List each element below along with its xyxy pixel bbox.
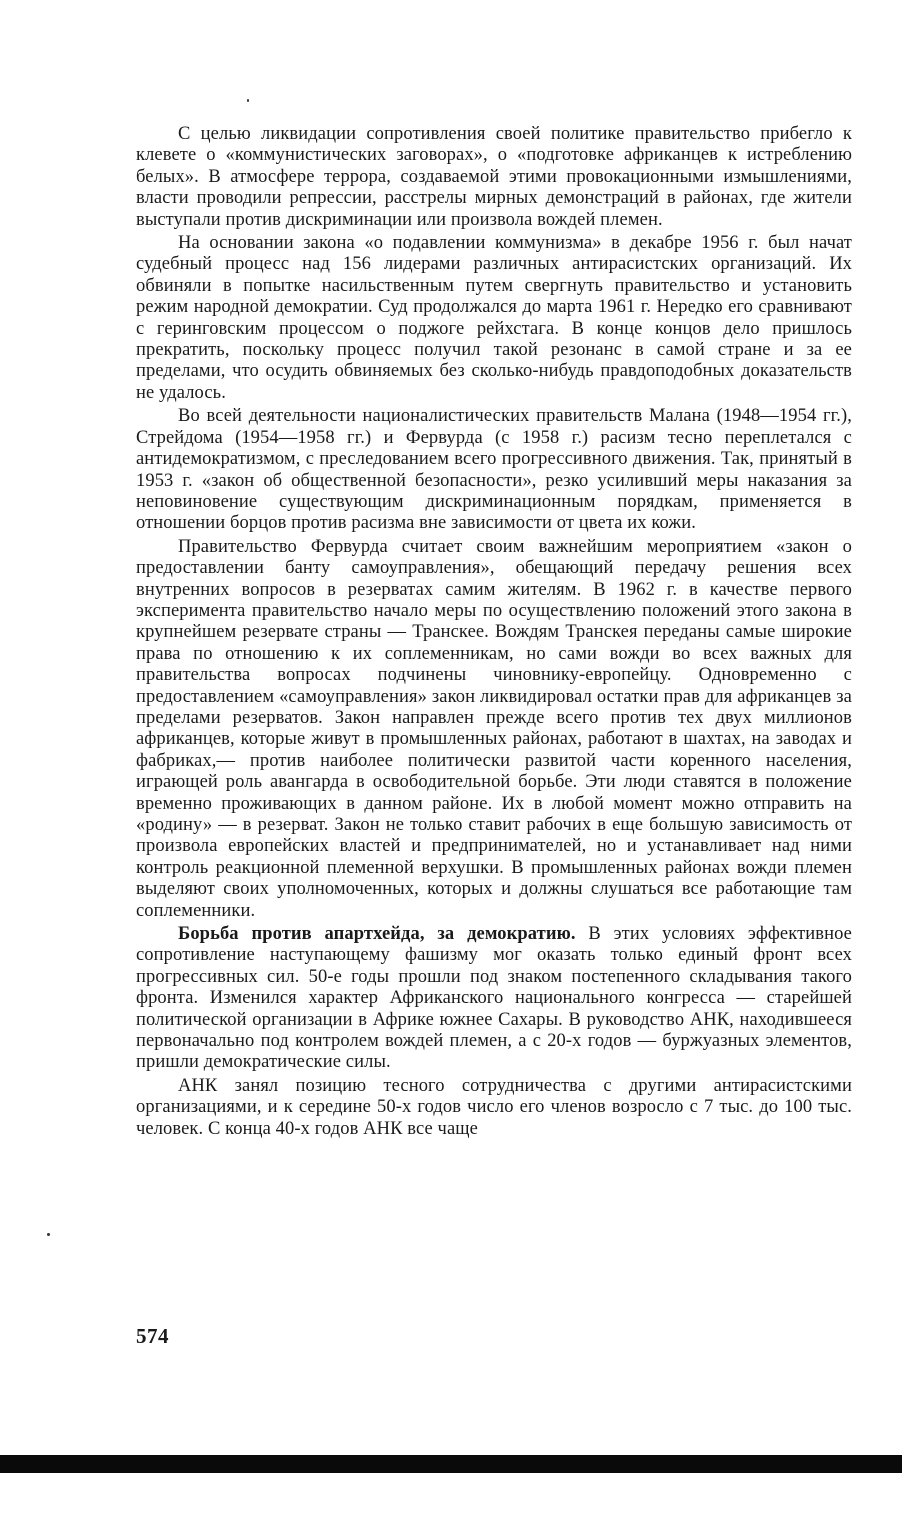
paragraph-4 — [136, 537, 852, 922]
paragraph-6-text: АНК занял позицию тесного сотрудничества с другими антирасистскими организациями, и к середине 50-х годов число его членов возросло с 7 тыс. до 100 тыс. человек. С конца 40-х годов АНК все чаще — [136, 1075, 852, 1139]
paragraph-2 — [136, 233, 852, 404]
page-body — [136, 124, 852, 1140]
paragraph-1 — [136, 124, 852, 231]
paragraph-3 — [136, 406, 852, 534]
section-heading-inline: Борьба против апартхейда, за демократию. — [178, 924, 576, 945]
paragraph-5-text: В этих условиях эффективное сопротивление наступающему фашизму мог оказать только единый фронт всех прогрессивных сил. 50-е годы прошли под знаком постепенного складывания такого фронта. Изменился характер Африканского национального конгресса — старейшей политической организации в Африке южнее Сахары. В руководство АНК, находившееся первоначально под контролем вождей племен, а с 20-х годов — буржуазных элементов, пришли демократические силы. — [136, 924, 852, 1073]
paragraph-5 — [136, 924, 852, 1074]
page-number: 574 — [136, 1324, 169, 1348]
paragraph-4-text: Правительство Фервурда считает своим важнейшим мероприятием «закон о предоставлении банту самоуправления», обещающий передачу решения всех внутренних вопросов в резерватах самим жителям. В 1962 г. в качестве первого эксперимента правительство начало меры по осуществлению положений этого закона в крупнейшем резервате страны — Транскее. Вождям Транскея переданы самые широкие права по отношению к их соплеменникам, но сами вожди во всех важных для правительства вопросах подчинены чиновнику-европейцу. Одновременно с предоставлением «самоуправления» закон ликвидировал остатки прав для африканцев за пределами резерватов. Закон направлен прежде всего против тех двух миллионов африканцев, которые живут в промышленных районах, работают в шахтах, на заводах и фабриках,— против наиболее политически развитой части коренного населения, играющей роль авангарда в освободительной борьбе. Эти люди ставятся в положение временно проживающих в данном районе. Их в любой момент можно отправить на «родину» — в резерват. Закон не только ставит рабочих в еще большую зависимость от произвола европейских властей и предпринимателей, но и устанавливает над ними контроль реакционной племенной верхушки. В промышленных районах вожди племен выделяют своих уполномоченных, которых и должны слушаться все работающие там соплеменники. — [136, 536, 852, 921]
scan-border-bar — [0, 1455, 902, 1473]
paragraph-2-text: На основании закона «о подавлении коммунизма» в декабре 1956 г. был начат судебный процесс над 156 лидерами различных антирасистских организаций. Их обвиняли в попытке насильственным путем свергнуть правительство и установить режим народной демократии. Суд продолжался до марта 1961 г. Нередко его сравнивают с геринговским процессом о поджоге рейхстага. В конце концов дело пришлось прекратить, поскольку процесс получил такой резонанс в самой стране и за ее пределами, что осудить обвиняемых без сколько-нибудь правдоподобных доказательств не удалось. — [136, 233, 852, 403]
scan-speck — [47, 1233, 50, 1236]
paragraph-6 — [136, 1076, 852, 1140]
scan-speck — [247, 99, 249, 102]
paragraph-1-text: С целью ликвидации сопротивления своей политике правительство прибегло к клевете о «коммунистических заговорах», о «подготовке африканцев к истреблению белых». В атмосфере террора, создаваемой этими провокационными измышлениями, власти проводили репрессии, расстрелы мирных демонстраций в районах, где жители выступали против дискриминации или произвола вождей племен. — [136, 124, 852, 230]
paragraph-3-text: Во всей деятельности националистических правительств Малана (1948—1954 гг.), Стрейдома (1954—1958 гг.) и Фервурда (с 1958 г.) расизм тесно переплетался с антидемократизмом, с преследованием всего прогрессивного движения. Так, принятый в 1953 г. «закон об общественной безопасности», резко усиливший меры наказания за неповиновение существующим дискриминационным порядкам, применяется в отношении борцов против расизма вне зависимости от цвета их кожи. — [136, 406, 852, 534]
